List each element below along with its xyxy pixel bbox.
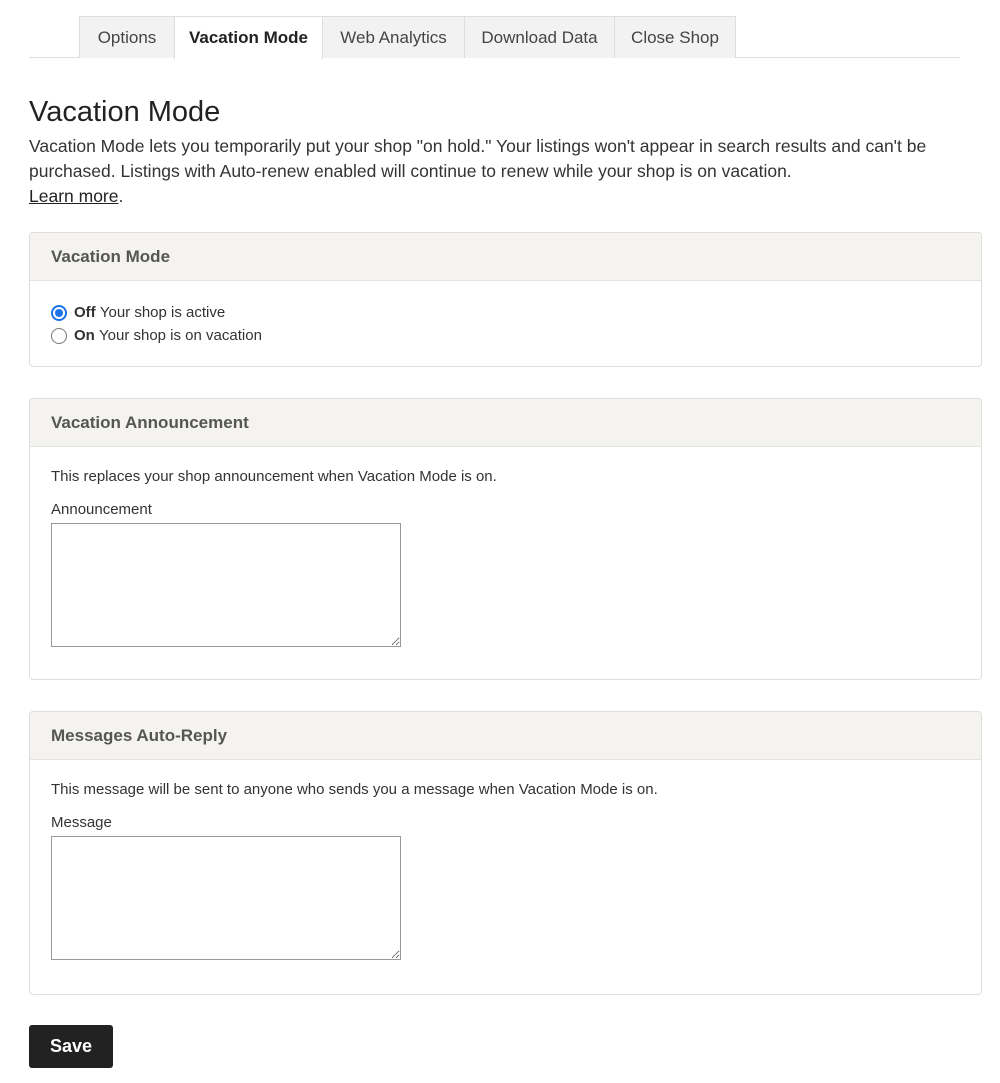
announcement-label: Announcement <box>51 501 152 518</box>
radio-unchecked-icon[interactable] <box>51 328 67 344</box>
announcement-textarea[interactable] <box>51 523 401 647</box>
on-label: On <box>74 327 95 344</box>
message-textarea[interactable] <box>51 836 401 960</box>
on-desc: Your shop is on vacation <box>99 327 262 344</box>
panel-heading: Vacation Mode <box>30 233 981 281</box>
learn-more-link[interactable]: Learn more <box>29 186 119 206</box>
intro-text <box>29 134 969 209</box>
radio-off[interactable] <box>51 301 960 324</box>
autoreply-desc: This message will be sent to anyone who sends you a message when Vacation Mode is on. <box>51 781 658 798</box>
announcement-desc: This replaces your shop announcement when Vacation Mode is on. <box>51 468 497 485</box>
panel-heading: Messages Auto-Reply <box>30 712 981 760</box>
save-button[interactable]: Save <box>29 1025 113 1068</box>
panel-heading: Vacation Announcement <box>30 399 981 447</box>
radio-checked-icon[interactable] <box>51 305 67 321</box>
page-title: Vacation Mode <box>29 96 221 128</box>
tab-options[interactable]: Options <box>79 16 175 58</box>
radio-on[interactable] <box>51 324 960 347</box>
intro-body: Vacation Mode lets you temporarily put your shop "on hold." Your listings won't appear in search results and can't be purchased. Listings with Auto-renew enabled will continue to renew while your shop is on vacation. <box>29 136 927 181</box>
tab-vacation-mode[interactable]: Vacation Mode <box>174 16 323 59</box>
period: . <box>118 186 124 206</box>
message-label: Message <box>51 814 112 831</box>
off-label: Off <box>74 304 96 321</box>
vacation-announcement-panel <box>29 398 982 680</box>
tab-close-shop[interactable]: Close Shop <box>614 16 736 58</box>
vacation-mode-panel <box>29 232 982 367</box>
tab-web-analytics[interactable]: Web Analytics <box>322 16 465 58</box>
off-desc: Your shop is active <box>99 304 226 321</box>
tab-download-data[interactable]: Download Data <box>464 16 615 58</box>
messages-auto-reply-panel <box>29 711 982 995</box>
tab-bar <box>29 16 960 58</box>
